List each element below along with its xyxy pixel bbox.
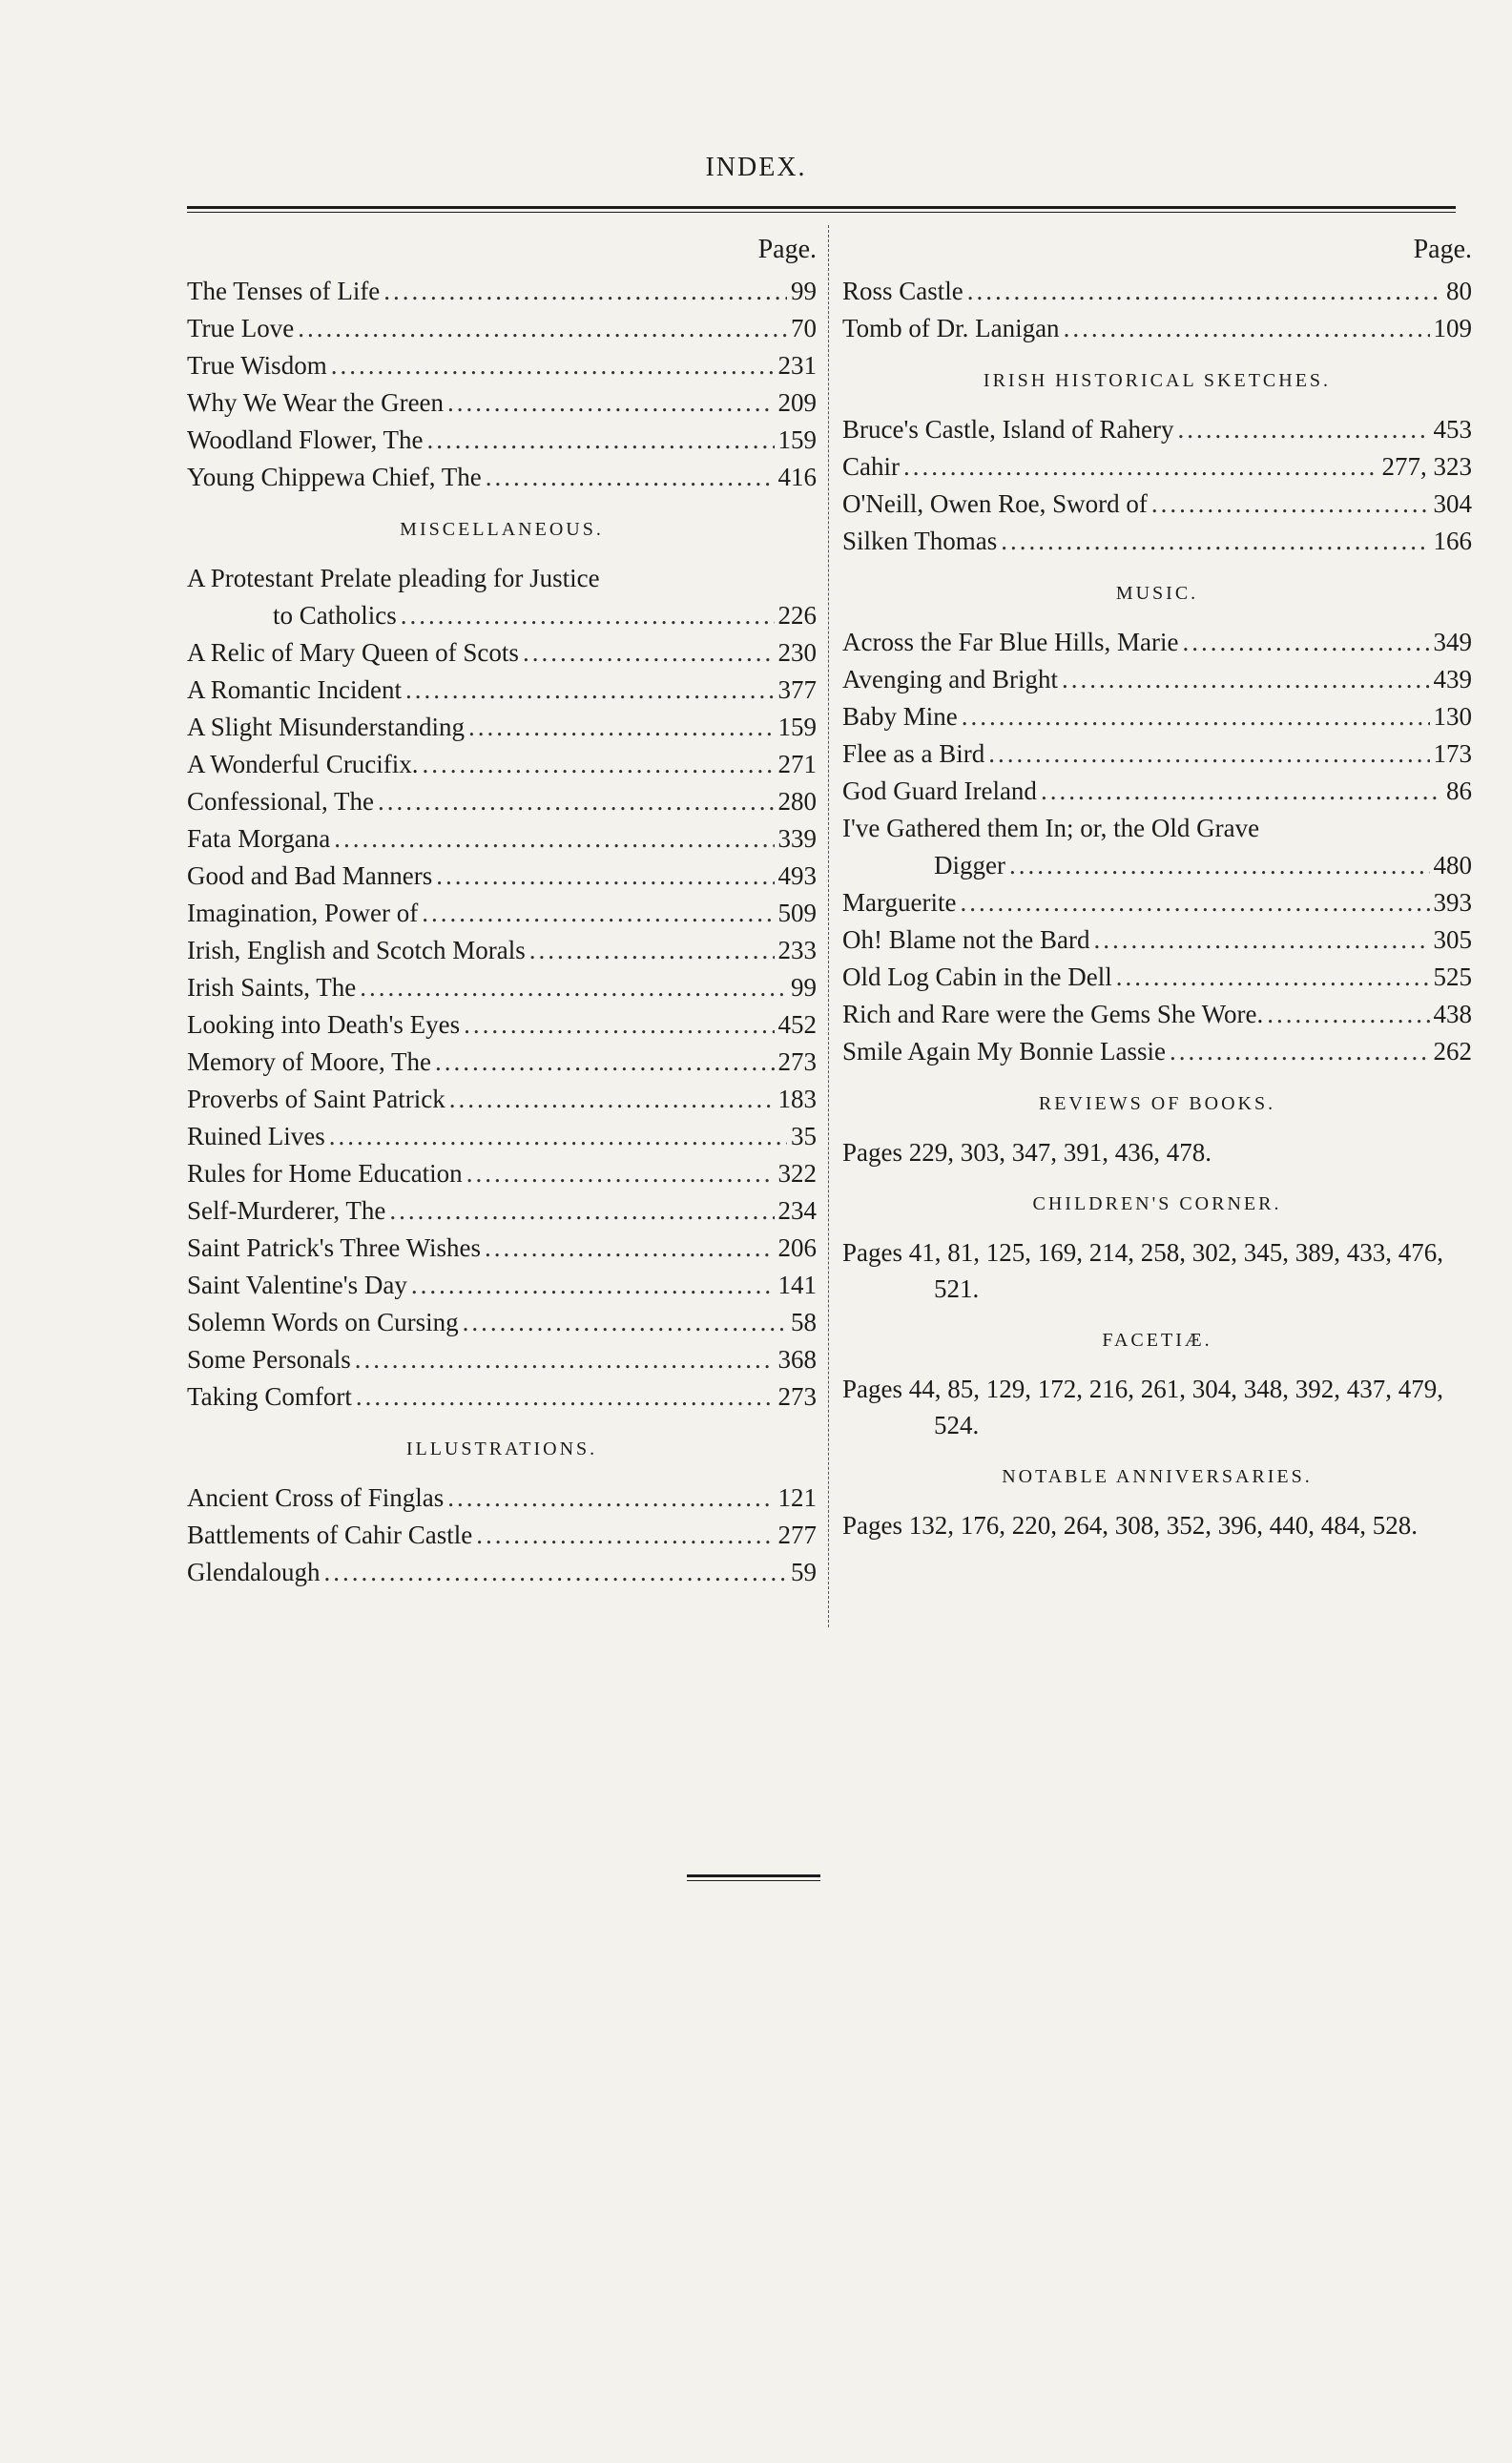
- entry-page: 99: [791, 973, 817, 1002]
- entry-page: 234: [777, 1196, 817, 1225]
- leader-dots: [967, 273, 1442, 310]
- entry-title: Looking into Death's Eyes: [187, 1010, 461, 1039]
- leader-dots: [356, 1378, 775, 1416]
- entry-page: 141: [777, 1271, 817, 1299]
- page-heading-left: Page.: [757, 235, 817, 264]
- entry-title: Woodland Flower, The: [187, 425, 424, 454]
- entry-title: The Tenses of Life: [187, 277, 381, 305]
- leader-dots: [962, 698, 1430, 735]
- index-entry: [187, 1267, 817, 1304]
- entry-page: 525: [1433, 962, 1472, 991]
- entry-title: Marguerite: [842, 888, 957, 917]
- entry-title: Imagination, Power of: [187, 899, 419, 927]
- leader-dots: [486, 459, 775, 496]
- leader-dots: [298, 310, 787, 347]
- entry-title: Young Chippewa Chief, The: [187, 463, 482, 491]
- entry-title: True Wisdom: [187, 351, 327, 380]
- entry-page: 438: [1433, 1000, 1472, 1028]
- index-entry: [187, 347, 817, 384]
- entry-title: Cahir: [842, 452, 900, 481]
- entry-title: A Wonderful Crucifix.: [187, 750, 419, 778]
- entry-page: 109: [1433, 314, 1472, 342]
- index-entry: [187, 1554, 817, 1591]
- entry-page: 273: [777, 1382, 817, 1411]
- index-entry: [842, 310, 1472, 347]
- index-entry: [187, 1006, 817, 1044]
- entry-page: 322: [777, 1159, 817, 1188]
- entry-page: 99: [791, 277, 817, 305]
- notable-anniversaries-pages: Pages 132, 176, 220, 264, 308, 352, 396, 440, 484, 528.: [842, 1511, 1418, 1540]
- entry-page: 206: [777, 1233, 817, 1262]
- index-entry: [187, 1081, 817, 1118]
- leader-dots: [329, 1118, 787, 1155]
- leader-dots: [1064, 310, 1430, 347]
- column-divider: [828, 225, 829, 1627]
- leader-dots: [401, 597, 775, 634]
- entry-title: Memory of Moore, The: [187, 1047, 431, 1076]
- entry-page: 173: [1433, 739, 1472, 768]
- leader-dots: [463, 1304, 787, 1341]
- entry-page: 159: [777, 713, 817, 741]
- leader-dots: [449, 1081, 775, 1118]
- entry-page: 70: [791, 314, 817, 342]
- leader-dots: [1001, 523, 1429, 560]
- entry-page: 231: [777, 351, 817, 380]
- index-entry: [842, 884, 1472, 921]
- index-entry: [842, 448, 1472, 486]
- right-continued-list: [842, 273, 1472, 347]
- leader-dots: [1041, 773, 1442, 810]
- entry-title: Rules for Home Education: [187, 1159, 463, 1188]
- entry-title: True Love: [187, 314, 295, 342]
- leader-dots: [331, 347, 775, 384]
- entry-page: 166: [1433, 527, 1472, 555]
- index-entry: [187, 560, 817, 597]
- entry-title: Flee as a Bird: [842, 739, 985, 768]
- leader-dots: [466, 1155, 775, 1192]
- entry-title: Fata Morgana: [187, 824, 331, 853]
- entry-page: 280: [777, 787, 817, 816]
- entry-title: Solemn Words on Cursing: [187, 1308, 459, 1336]
- index-entry: [842, 411, 1472, 448]
- index-entry: [187, 709, 817, 746]
- entry-page: 277, 323: [1381, 452, 1472, 481]
- section-heading-miscellaneous: MISCELLANEOUS.: [400, 519, 604, 540]
- entry-page: 262: [1433, 1037, 1472, 1066]
- leader-dots: [464, 1006, 774, 1044]
- index-entry: [187, 969, 817, 1006]
- entry-title: A Slight Misunderstanding: [187, 713, 466, 741]
- leader-dots: [447, 1480, 774, 1517]
- entry-title: Glendalough: [187, 1558, 321, 1586]
- illustrations-list: [187, 1480, 817, 1591]
- entry-title: O'Neill, Owen Roe, Sword of: [842, 489, 1148, 518]
- entry-title: Ancient Cross of Finglas: [187, 1483, 445, 1512]
- page-heading-right: Page.: [1413, 235, 1472, 264]
- leader-dots: [476, 1517, 774, 1554]
- entry-page: 80: [1446, 277, 1472, 305]
- leader-dots: [988, 735, 1429, 773]
- index-entry: [187, 634, 817, 672]
- index-entry: [842, 661, 1472, 698]
- leader-dots: [1267, 996, 1429, 1033]
- index-entry: [187, 1230, 817, 1267]
- entry-title: Old Log Cabin in the Dell: [842, 962, 1112, 991]
- entry-page: 305: [1433, 925, 1472, 954]
- index-entry: [842, 735, 1472, 773]
- entry-title: Silken Thomas: [842, 527, 998, 555]
- entry-page: 35: [791, 1122, 817, 1150]
- index-entry: [842, 996, 1472, 1033]
- entry-title: Confessional, The: [187, 787, 374, 816]
- page-title: INDEX.: [705, 153, 807, 182]
- leader-dots: [405, 672, 775, 709]
- leader-dots: [523, 634, 775, 672]
- leader-dots: [378, 783, 775, 820]
- entry-page: 349: [1433, 628, 1472, 656]
- childrens-corner-pages: Pages 41, 81, 125, 169, 214, 258, 302, 345, 389, 433, 476, 521.: [842, 1238, 1443, 1303]
- index-entry: [187, 273, 817, 310]
- entry-title: Baby Mine: [842, 702, 958, 731]
- entry-title: Saint Valentine's Day: [187, 1271, 407, 1299]
- index-entry: [187, 783, 817, 820]
- index-entry: [187, 384, 817, 422]
- bottom-rule: [687, 1874, 820, 1881]
- leader-dots: [1178, 411, 1430, 448]
- index-entry: [187, 858, 817, 895]
- historical-list: [842, 411, 1472, 560]
- entry-page: 226: [777, 601, 817, 630]
- leader-dots: [423, 746, 775, 783]
- entry-page: 159: [777, 425, 817, 454]
- entry-page: 416: [777, 463, 817, 491]
- index-entry: [842, 773, 1472, 810]
- section-heading-historical: IRISH HISTORICAL SKETCHES.: [983, 370, 1332, 391]
- index-entry: [187, 895, 817, 932]
- leader-dots: [334, 820, 774, 858]
- misc-list: [187, 634, 817, 1416]
- leader-dots: [422, 895, 774, 932]
- index-entry: [842, 847, 1472, 884]
- section-heading-facetiae: FACETIÆ.: [1102, 1330, 1212, 1351]
- entry-title: Bruce's Castle, Island of Rahery: [842, 415, 1174, 444]
- entry-title: God Guard Ireland: [842, 776, 1037, 805]
- reviews-pages: Pages 229, 303, 347, 391, 436, 478.: [842, 1138, 1212, 1167]
- entry-page: 130: [1433, 702, 1472, 731]
- entry-title: Good and Bad Manners: [187, 861, 433, 890]
- leader-dots: [1116, 959, 1430, 996]
- entry-title: A Relic of Mary Queen of Scots: [187, 638, 519, 667]
- index-entry: [187, 1480, 817, 1517]
- entry-title: Some Personals: [187, 1345, 351, 1374]
- entry-page: 439: [1433, 665, 1472, 693]
- leader-dots: [485, 1230, 775, 1267]
- index-entry: [187, 1155, 817, 1192]
- leader-dots: [389, 1192, 774, 1230]
- entry-title: A Protestant Prelate pleading for Justice: [187, 564, 600, 592]
- entry-page: 277: [777, 1521, 817, 1549]
- leader-dots: [1182, 624, 1429, 661]
- entry-page: 59: [791, 1558, 817, 1586]
- index-entry: [187, 672, 817, 709]
- entry-title: Digger: [934, 851, 1005, 880]
- entry-title: Irish, English and Scotch Morals: [187, 936, 526, 964]
- title-rule: [187, 206, 1456, 213]
- entry-title: Saint Patrick's Three Wishes: [187, 1233, 481, 1262]
- entry-title: Self-Murderer, The: [187, 1196, 386, 1225]
- leader-dots: [1009, 847, 1430, 884]
- entry-page: 509: [777, 899, 817, 927]
- leader-dots: [323, 1554, 787, 1591]
- leader-dots: [1151, 486, 1430, 523]
- leader-dots: [360, 969, 787, 1006]
- entry-page: 230: [777, 638, 817, 667]
- entry-page: 271: [777, 750, 817, 778]
- index-entry: [187, 820, 817, 858]
- index-entry: [187, 1341, 817, 1378]
- section-heading-illustrations: ILLUSTRATIONS.: [405, 1438, 598, 1459]
- leader-dots: [468, 709, 774, 746]
- entry-title: Battlements of Cahir Castle: [187, 1521, 473, 1549]
- section-heading-childrens-corner: CHILDREN'S CORNER.: [1032, 1193, 1282, 1214]
- leader-dots: [960, 884, 1429, 921]
- index-entry: [187, 1517, 817, 1554]
- index-entry: [842, 810, 1472, 847]
- entry-title: Avenging and Bright: [842, 665, 1058, 693]
- leader-dots: [435, 1044, 775, 1081]
- index-entry: [842, 698, 1472, 735]
- section-heading-reviews: REVIEWS OF BOOKS.: [1038, 1093, 1276, 1114]
- music-list-a: [842, 624, 1472, 810]
- index-entry: [187, 459, 817, 496]
- entry-page: 393: [1433, 888, 1472, 917]
- entry-title: Ross Castle: [842, 277, 963, 305]
- entry-page: 86: [1446, 776, 1472, 805]
- index-entry: [187, 1044, 817, 1081]
- index-entry: [842, 1033, 1472, 1070]
- music-list-b: [842, 884, 1472, 1070]
- index-entry: [187, 932, 817, 969]
- entry-title: to Catholics: [273, 601, 397, 630]
- index-entry: [187, 422, 817, 459]
- entry-page: 377: [777, 675, 817, 704]
- entry-title: Ruined Lives: [187, 1122, 325, 1150]
- entry-page: 452: [777, 1010, 817, 1039]
- index-entry: [842, 486, 1472, 523]
- leader-dots: [529, 932, 775, 969]
- facetiae-pages: Pages 44, 85, 129, 172, 216, 261, 304, 348, 392, 437, 479, 524.: [842, 1375, 1443, 1439]
- section-heading-music: MUSIC.: [1115, 583, 1199, 604]
- entry-page: 58: [791, 1308, 817, 1336]
- index-entry: [187, 1192, 817, 1230]
- entry-title: I've Gathered them In; or, the Old Grave: [842, 814, 1260, 842]
- leader-dots: [1093, 921, 1429, 959]
- index-entry: [842, 624, 1472, 661]
- index-entry: [842, 959, 1472, 996]
- entry-page: 480: [1433, 851, 1472, 880]
- entry-page: 453: [1433, 415, 1472, 444]
- entry-title: Oh! Blame not the Bard: [842, 925, 1090, 954]
- leader-dots: [411, 1267, 775, 1304]
- entry-page: 233: [777, 936, 817, 964]
- entry-page: 368: [777, 1345, 817, 1374]
- index-entry: [842, 921, 1472, 959]
- leader-dots: [447, 384, 774, 422]
- index-entry: [187, 310, 817, 347]
- leader-dots: [1170, 1033, 1430, 1070]
- index-entry: [187, 597, 817, 634]
- entry-page: 304: [1433, 489, 1472, 518]
- left-column: [187, 235, 817, 1591]
- index-entry: [842, 523, 1472, 560]
- entry-page: 121: [777, 1483, 817, 1512]
- leader-dots: [903, 448, 1378, 486]
- index-entry: [187, 746, 817, 783]
- leader-dots: [436, 858, 774, 895]
- index-entry: [842, 273, 1472, 310]
- entry-title: Why We Wear the Green: [187, 388, 445, 417]
- index-entry: [187, 1304, 817, 1341]
- entry-title: Proverbs of Saint Patrick: [187, 1085, 445, 1113]
- entry-title: Across the Far Blue Hills, Marie: [842, 628, 1179, 656]
- left-continued-list: [187, 273, 817, 496]
- entry-title: Taking Comfort: [187, 1382, 352, 1411]
- entry-title: Tomb of Dr. Lanigan: [842, 314, 1060, 342]
- entry-title: Irish Saints, The: [187, 973, 357, 1002]
- entry-title: A Romantic Incident: [187, 675, 402, 704]
- entry-title: Rich and Rare were the Gems She Wore.: [842, 1000, 1264, 1028]
- leader-dots: [1062, 661, 1430, 698]
- entry-title: Smile Again My Bonnie Lassie: [842, 1037, 1166, 1066]
- leader-dots: [383, 273, 787, 310]
- leader-dots: [426, 422, 774, 459]
- entry-page: 493: [777, 861, 817, 890]
- entry-page: 183: [777, 1085, 817, 1113]
- index-entry: [187, 1118, 817, 1155]
- right-column: [842, 235, 1472, 1549]
- index-entry: [187, 1378, 817, 1416]
- section-heading-notable-anniversaries: NOTABLE ANNIVERSARIES.: [1002, 1466, 1313, 1487]
- entry-page: 209: [777, 388, 817, 417]
- entry-page: 339: [777, 824, 817, 853]
- leader-dots: [355, 1341, 775, 1378]
- entry-page: 273: [777, 1047, 817, 1076]
